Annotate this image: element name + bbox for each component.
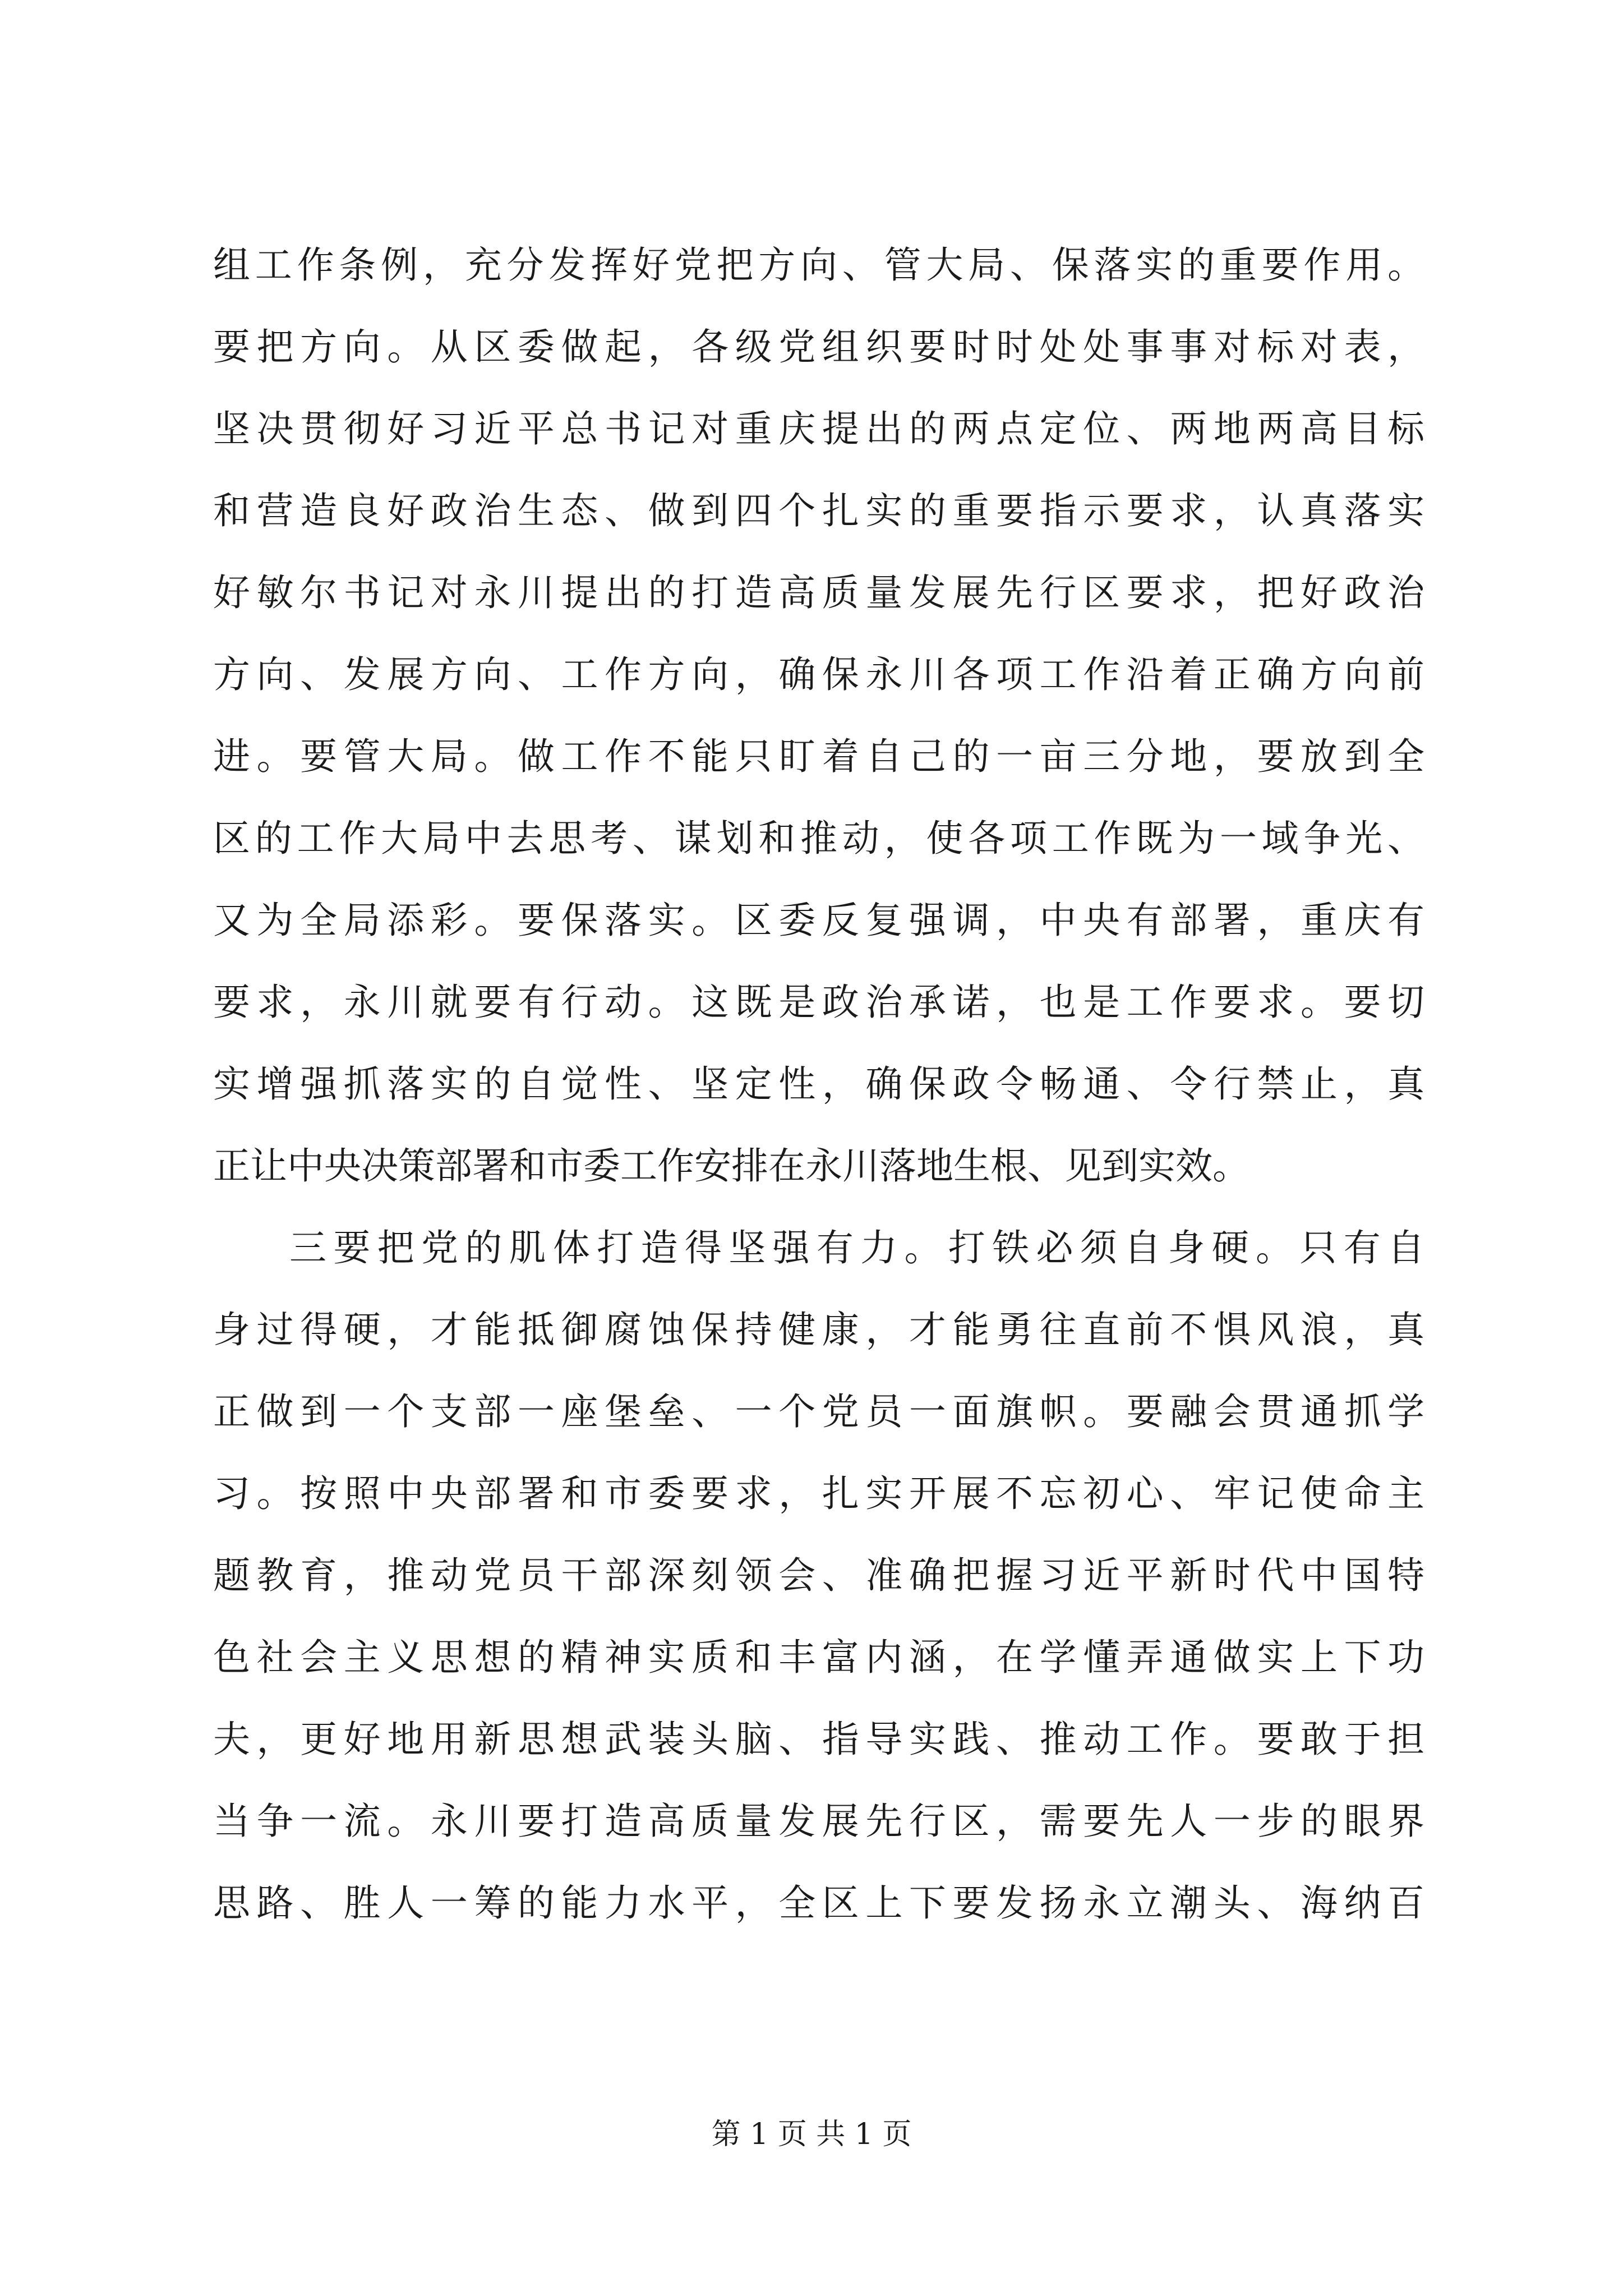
text-line: 三要把党的肌体打造得坚强有力。打铁必须自身硬。只有自 [289, 1226, 1424, 1269]
text-line: 方向、发展方向、工作方向，确保永川各项工作沿着正确方向前 [213, 653, 1424, 696]
text-line: 思路、胜人一筹的能力水平，全区上下要发扬永立潮头、海纳百 [213, 1881, 1424, 1925]
text-line: 区的工作大局中去思考、谋划和推动，使各项工作既为一域争光、 [213, 817, 1424, 860]
text-line: 又为全局添彩。要保落实。区委反复强调，中央有部署，重庆有 [213, 899, 1424, 942]
page-footer [0, 2115, 1623, 2154]
text-line: 要把方向。从区委做起，各级党组织要时时处处事事对标对表， [213, 325, 1424, 369]
text-line: 正做到一个支部一座堡垒、一个党员一面旗帜。要融会贯通抓学 [213, 1390, 1424, 1433]
text-line: 身过得硬，才能抵御腐蚀保持健康，才能勇往直前不惧风浪，真 [213, 1308, 1424, 1351]
document-body [213, 224, 1424, 1944]
text-line: 和营造良好政治生态、做到四个扎实的重要指示要求，认真落实 [213, 489, 1424, 532]
text-line: 组工作条例，充分发挥好党把方向、管大局、保落实的重要作用。 [213, 243, 1424, 287]
text-line: 正让中央决策部署和市委工作安排在永川落地生根、见到实效。 [213, 1144, 1249, 1188]
text-line: 当争一流。永川要打造高质量发展先行区，需要先人一步的眼界 [213, 1800, 1424, 1843]
text-line: 习。按照中央部署和市委要求，扎实开展不忘初心、牢记使命主 [213, 1472, 1424, 1515]
page-number-label: 第 1 页 共 1 页 [711, 2118, 912, 2151]
paragraph-1 [213, 224, 1424, 1207]
text-line: 好敏尔书记对永川提出的打造高质量发展先行区要求，把好政治 [213, 571, 1424, 614]
text-line: 进。要管大局。做工作不能只盯着自己的一亩三分地，要放到全 [213, 735, 1424, 778]
text-line: 要求，永川就要有行动。这既是政治承诺，也是工作要求。要切 [213, 981, 1424, 1024]
paragraph-2 [213, 1207, 1424, 1944]
text-line: 夫，更好地用新思想武装头脑、指导实践、推动工作。要敢于担 [213, 1718, 1424, 1761]
text-line: 题教育，推动党员干部深刻领会、准确把握习近平新时代中国特 [213, 1554, 1424, 1597]
text-line: 实增强抓落实的自觉性、坚定性，确保政令畅通、令行禁止，真 [213, 1062, 1424, 1106]
text-line: 坚决贯彻好习近平总书记对重庆提出的两点定位、两地两高目标 [213, 407, 1424, 450]
text-line: 色社会主义思想的精神实质和丰富内涵，在学懂弄通做实上下功 [213, 1636, 1424, 1679]
